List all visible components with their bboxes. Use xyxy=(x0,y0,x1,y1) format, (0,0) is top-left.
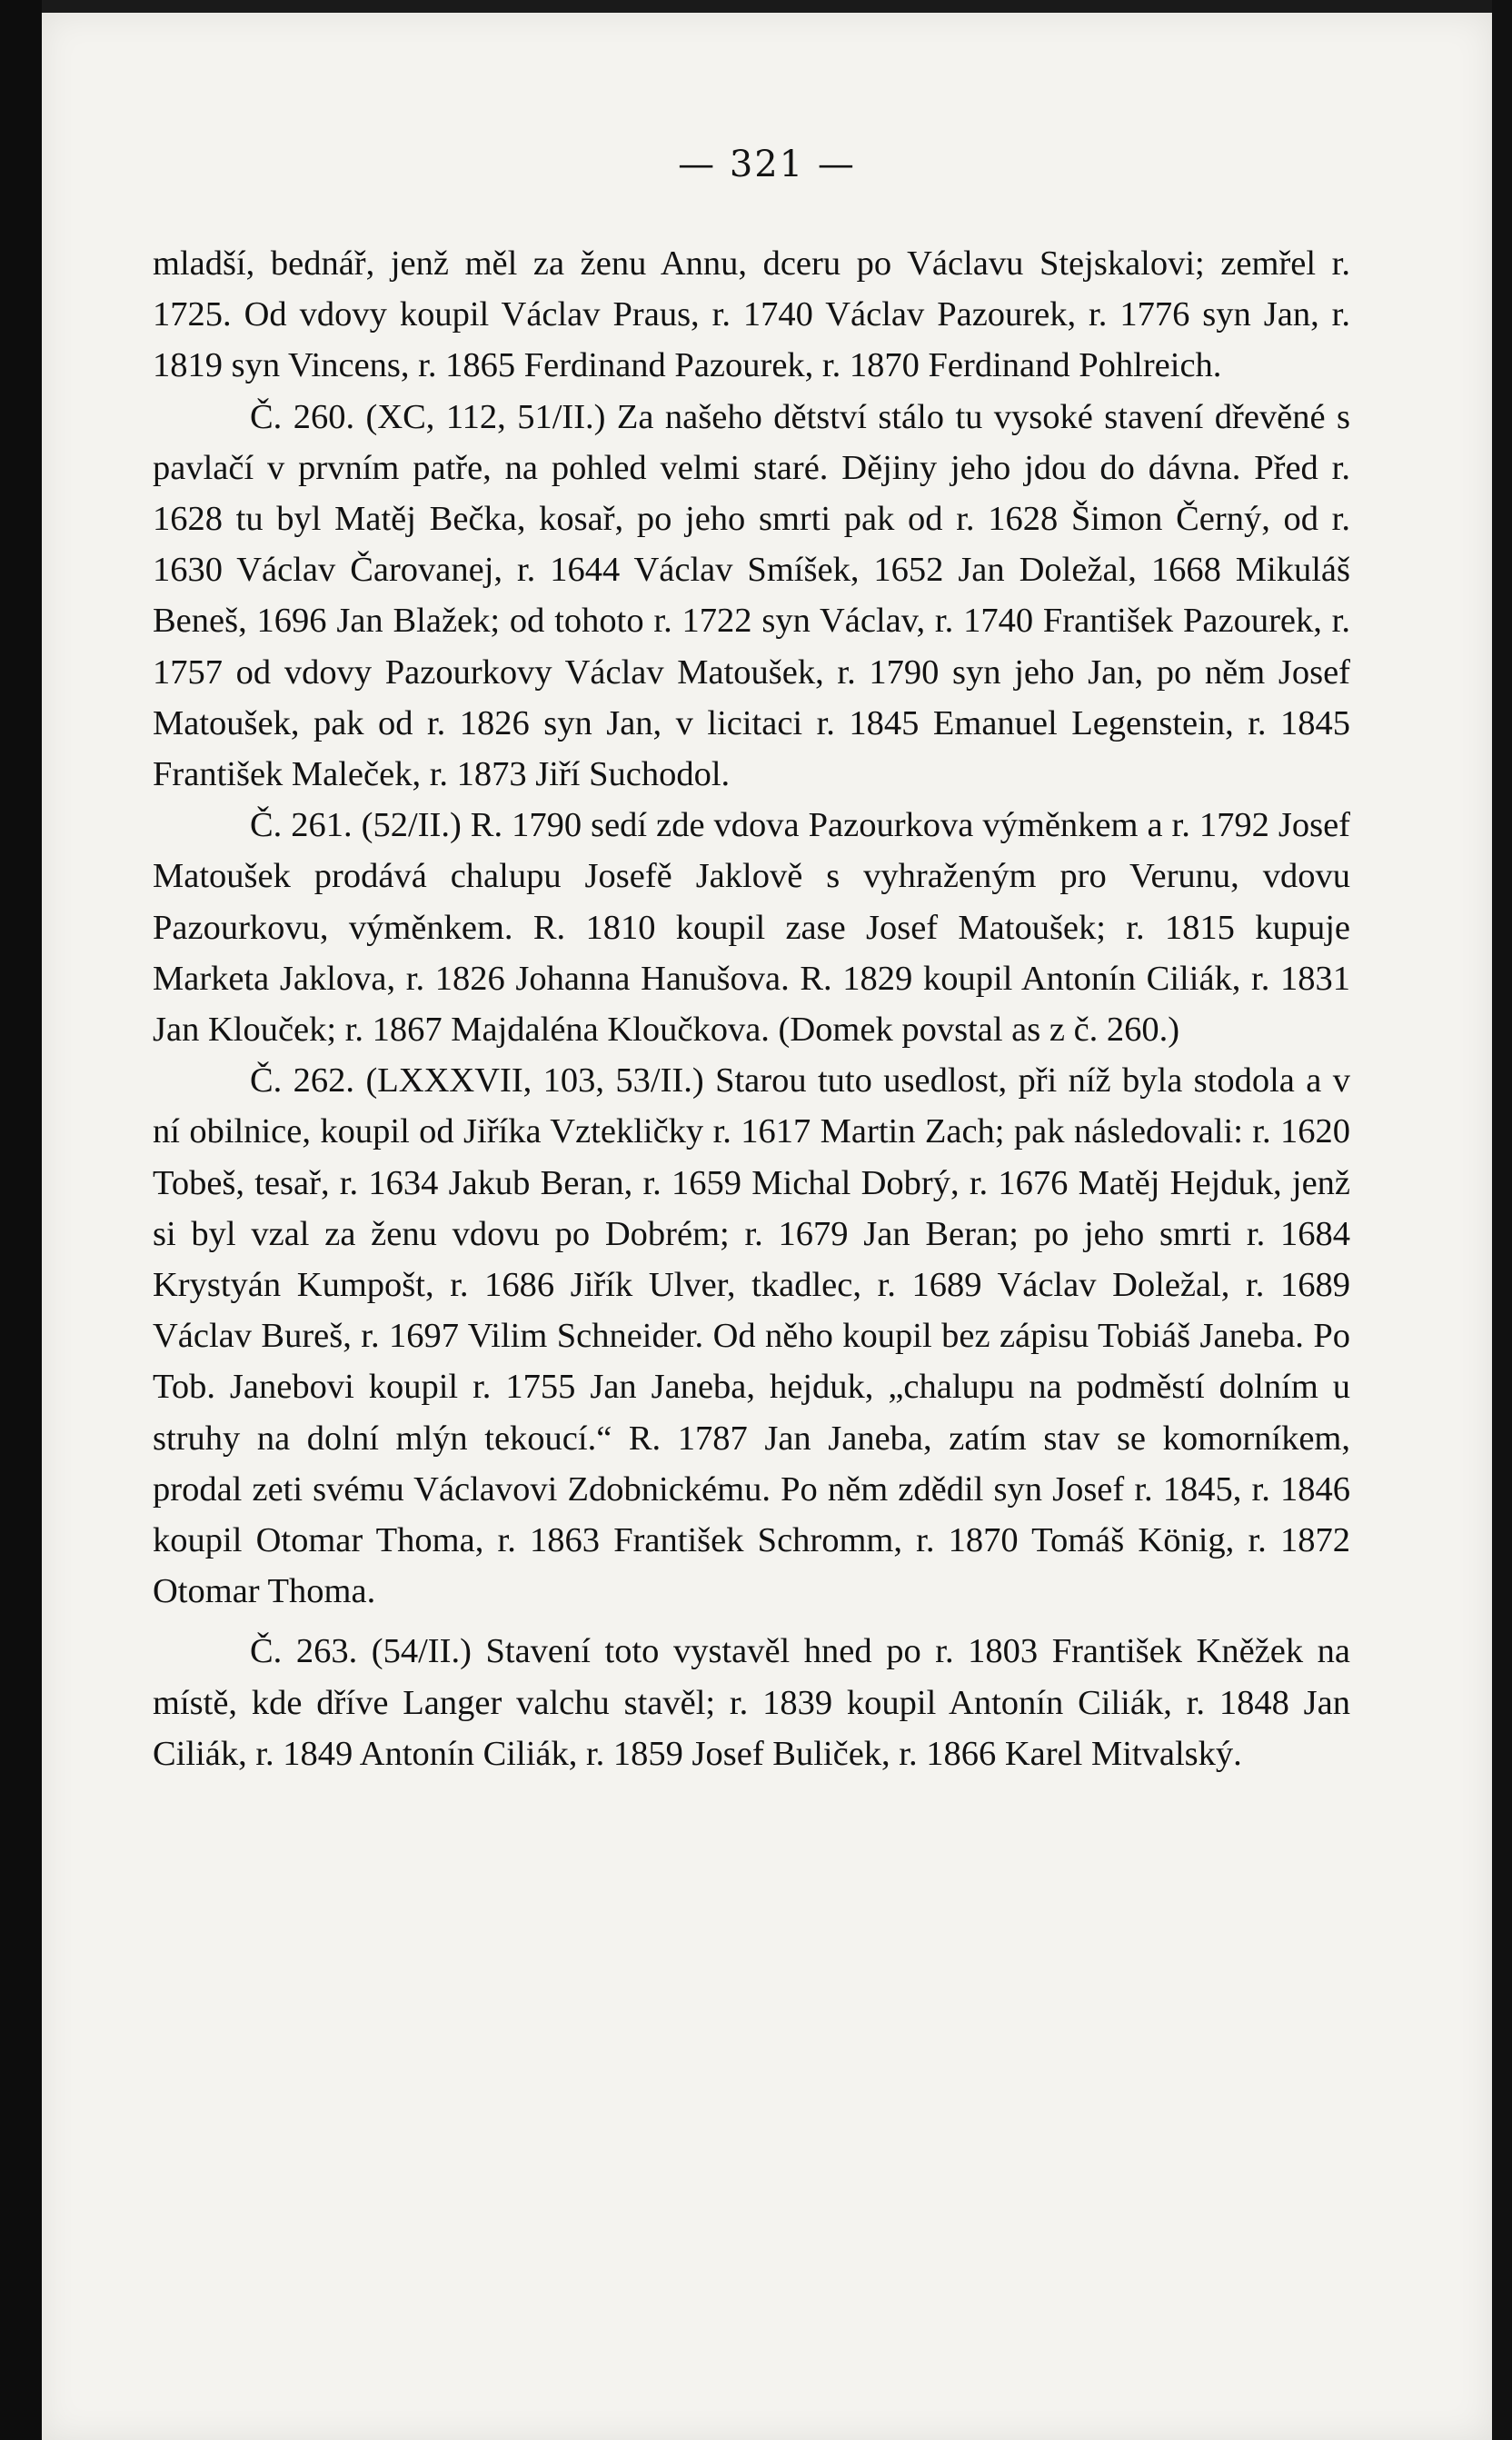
scan-border-right xyxy=(1492,0,1512,2440)
paragraph-house-262: Č. 262. (LXXXVII, 103, 53/II.) Starou tuto usedlost, při níž byla stodola a v ní obilnice, koupil od Jiříka Vztekličky r. 1617 Martin Zach; pak následovali: r. 1620 Tobeš, tesař, r. 1634 Jakub Beran, r. 1659 Michal Dobrý, r. 1676 Matěj Hejduk, jenž si byl vzal za ženu vdovu po Dobrém; r. 1679 Jan Beran; po jeho smrti r. 1684 Krystyán Kumpošt, r. 1686 Jiřík Ulver, tkadlec, r. 1689 Václav Doležal, r. 1689 Václav Bureš, r. 1697 Vilim Schneider. Od něho koupil bez zápisu Tobiáš Janeba. Po Tob. Janebovi koupil r. 1755 Jan Janeba, hejduk, „chalupu na podměstí dolním u struhy na dolní mlýn tekoucí.“ R. 1787 Jan Janeba, zatím stav se komorníkem, prodal zeti svému Václavovi Zdobnickému. Po něm zdědil syn Josef r. 1845, r. 1846 koupil Otomar Thoma, r. 1863 František Schromm, r. 1870 Tomáš König, r. 1872 Otomar Thoma. xyxy=(153,1061,1350,1611)
paragraph-house-260: Č. 260. (XC, 112, 51/II.) Za našeho dětství stálo tu vysoké stavení dřevěné s pavlačí v prvním patře, na pohled velmi staré. Dějiny jeho jdou do dávna. Před r. 1628 tu byl Matěj Bečka, kosař, po jeho smrti pak od r. 1628 Šimon Černý, od r. 1630 Václav Čarovanej, r. 1644 Václav Smíšek, 1652 Jan Doležal, 1668 Mikuláš Beneš, 1696 Jan Blažek; od tohoto r. 1722 syn Václav, r. 1740 František Pazourek, r. 1757 od vdovy Pazourkovy Václav Matoušek, r. 1790 syn jeho Jan, po něm Josef Matoušek, pak od r. 1826 syn Jan, v licitaci r. 1845 Emanuel Legenstein, r. 1845 František Maleček, r. 1873 Jiří Suchodol. xyxy=(153,397,1350,794)
paragraph-house-263: Č. 263. (54/II.) Stavení toto vystavěl hned po r. 1803 František Kněžek na místě, kde dříve Langer valchu stavěl; r. 1839 koupil Antonín Ciliák, r. 1848 Jan Ciliák, r. 1849 Antonín Ciliák, r. 1859 Josef Buliček, r. 1866 Karel Mitvalský. xyxy=(153,1632,1350,1773)
paragraph-continuation: mladší, bednář, jenž měl za ženu Annu, dceru po Václavu Stejskalovi; zemřel r. 1725. Od vdovy koupil Václav Praus, r. 1740 Václav Pazourek, r. 1776 syn Jan, r. 1819 syn Vincens, r. 1865 Ferdinand Pazourek, r. 1870 Ferdinand Pohlreich. xyxy=(153,244,1350,385)
page-text xyxy=(153,238,1350,1779)
paragraph-house-261: Č. 261. (52/II.) R. 1790 sedí zde vdova Pazourkova výměnkem a r. 1792 Josef Matoušek prodává chalupu Josefě Jaklově s vyhraženým pro Verunu, vdovu Pazourkovu, výměnkem. R. 1810 koupil zase Josef Matoušek; r. 1815 kupuje Marketa Jaklova, r. 1826 Johanna Hanušova. R. 1829 koupil Antonín Ciliák, r. 1831 Jan Klouček; r. 1867 Majdaléna Kloučkova. (Domek povstal as z č. 260.) xyxy=(153,806,1350,1050)
book-page xyxy=(42,13,1492,2440)
scan-border-left xyxy=(0,0,42,2440)
page-number: — 321 — xyxy=(678,144,856,185)
